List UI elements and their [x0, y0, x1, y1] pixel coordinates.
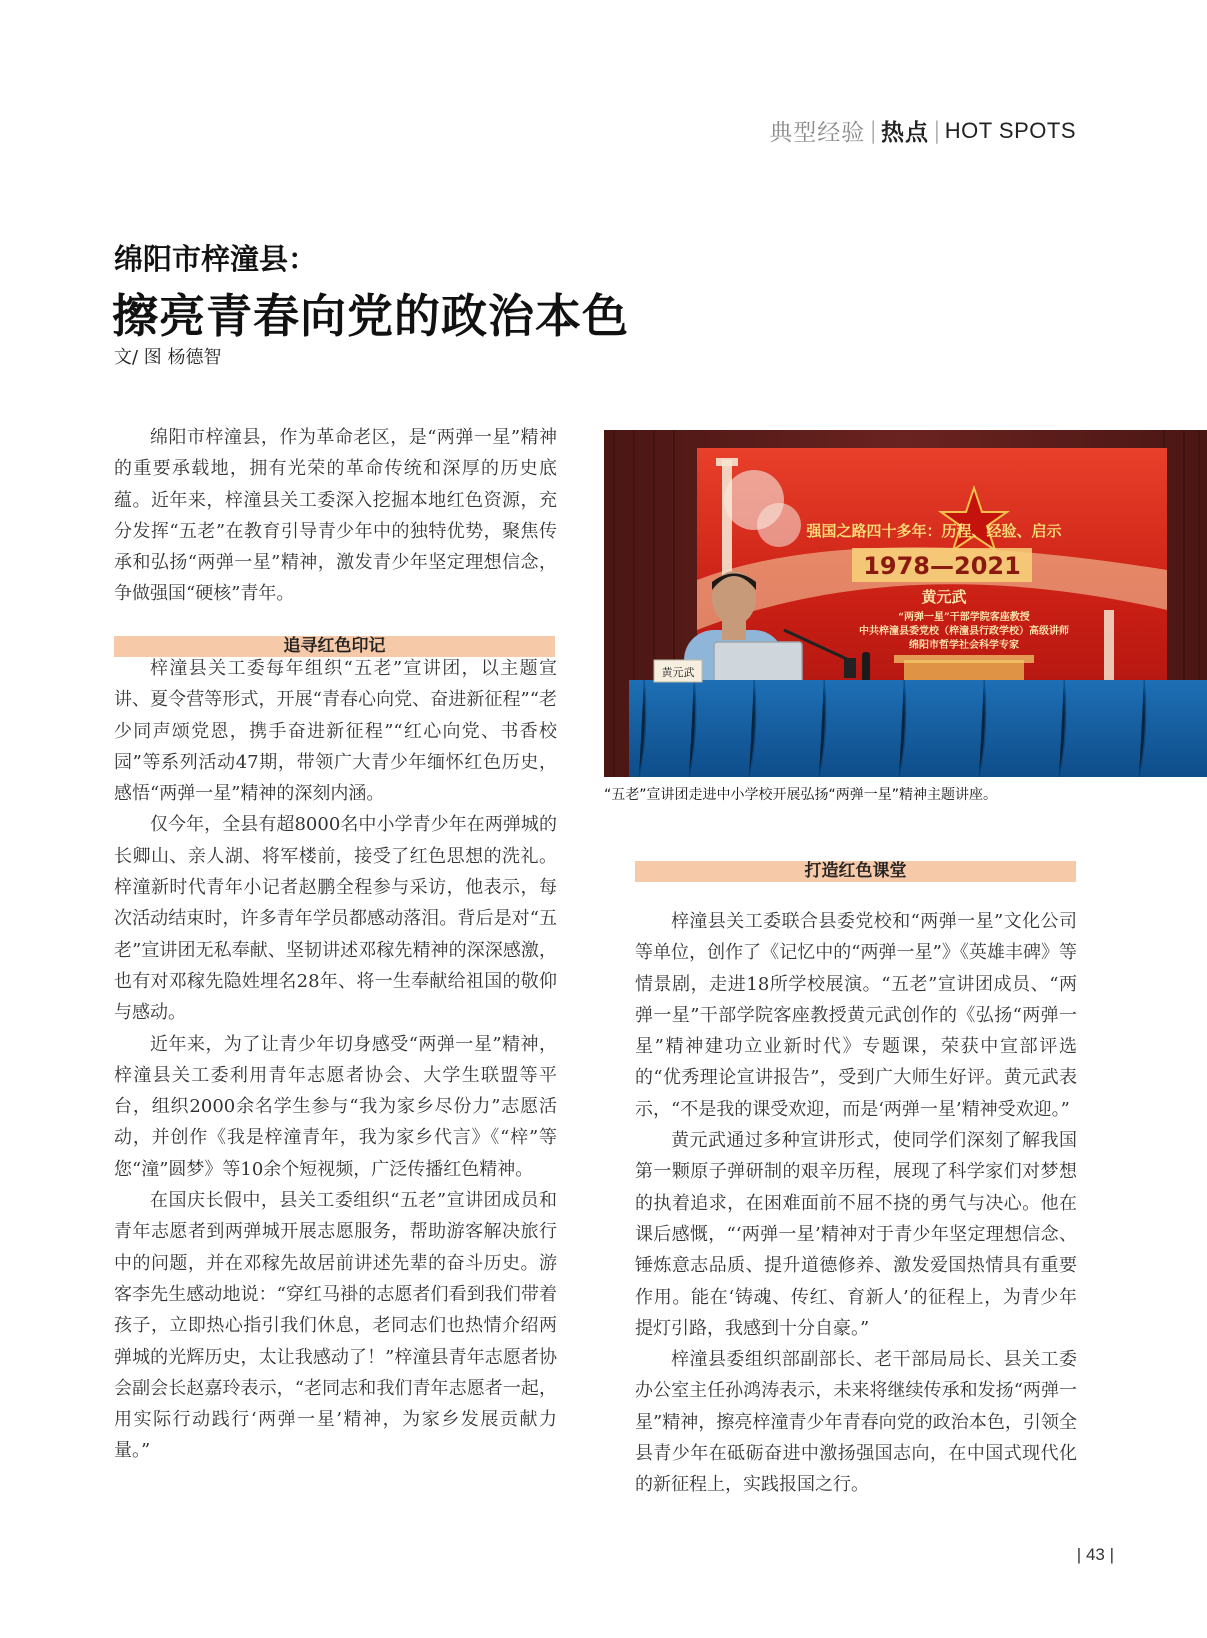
article-pre-title: 绵阳市梓潼县： — [114, 242, 318, 276]
page-number: | 43 | — [1076, 1545, 1114, 1564]
water-bottle — [862, 652, 870, 682]
header-divider: | — [933, 117, 941, 144]
header-section-en: HOT SPOTS — [944, 117, 1076, 143]
article-title: 擦亮青春向党的政治本色 — [112, 289, 629, 343]
banner-speaker-text: 黄元武 — [921, 588, 967, 606]
section-heading: 追寻红色印记 — [114, 636, 555, 657]
header-section: 热点 — [881, 119, 930, 146]
left-column — [114, 422, 557, 610]
paragraph: 黄元武通过多种宣讲形式，使同学们深刻了解我国第一颗原子弹研制的艰辛历程，展现了科学家们对梦想的执着追求，在困难面前不屈不挠的勇气与决心。他在课后感慨，“‘两弹一星’精神对于青少年坚定理想信念、锤炼意志品质、提升道德修养、激发爱国热情具有重要作用。能在‘铸魂、传红、育新人’的征程上，为青少年提灯引路，我感到十分自豪。” — [635, 1130, 1077, 1339]
paragraph: 梓潼县关工委每年组织“五老”宣讲团，以主题宣讲、夏令营等形式，开展“青春心向党、奋进新征程”“老少同声颂党恩，携手奋进新征程”“红心向党、书香校园”等系列活动47期，带领广大青少年缅怀红色历史，感悟“两弹一星”精神的深刻内涵。 — [114, 658, 557, 805]
banner-line3-text: 绵阳市哲学社会科学专家 — [909, 640, 1019, 651]
left-column-body — [114, 653, 557, 1467]
paragraph: 在国庆长假中，县关工委组织“五老”宣讲团成员和青年志愿者到两弹城开展志愿服务，帮助游客解决旅行中的问题，并在邓稼先故居前讲述先辈的奋斗历史。游客李先生感动地说：“穿红马褂的志愿者们看到我们带着孩子，立即热心指引我们休息，老同志们也热情介绍两弹城的光辉历史，太让我感动了！”梓潼县青年志愿者协会副会长赵嘉玲表示，“老同志和我们青年志愿者一起，用实际行动践行‘两弹一星’精神，为家乡发展贡献力量。” — [114, 1190, 557, 1462]
right-column — [635, 906, 1077, 1501]
paragraph: 梓潼县委组织部副部长、老干部局局长、县关工委办公室主任孙鸿涛表示，未来将继续传承和发扬“两弹一星”精神，擦亮梓潼青少年青春向党的政治本色，引领全县青少年在砥砺奋进中激扬强国志向，在中国式现代化的新征程上，实践报国之行。 — [635, 1349, 1077, 1496]
header-category: 典型经验 — [769, 120, 866, 146]
paragraph: 仅今年，全县有超8000名中小学青少年在两弹城的长卿山、亲人湖、将军楼前，接受了红色思想的洗礼。梓潼新时代青年小记者赵鹏全程参与采访，他表示，每次活动结束时，许多青年学员都感动落泪。背后是对“五老”宣讲团无私奉献、坚韧讲述邓稼先精神的深深感激，也有对邓稼先隐姓埋名28年、将一生奉献给祖国的敬仰与感动。 — [114, 814, 557, 1024]
banner-line1-text: “两弹一星”干部学院客座教授 — [898, 612, 1030, 623]
lecture-photo — [604, 430, 1207, 777]
paragraph: 近年来，为了让青少年切身感受“两弹一星”精神，梓潼县关工委利用青年志愿者协会、大学生联盟等平台，组织2000余名学生参与“我为家乡尽份力”志愿活动，并创作《我是梓潼青年，我为家乡代言》《“梓”等您“潼”圆梦》等10余个短视频，广泛传播红色精神。 — [114, 1033, 557, 1180]
banner-line2-text: 中共梓潼县委党校（梓潼县行政学校）高级讲师 — [859, 626, 1069, 637]
banner-title-text: 强国之路四十多年：历程、经验、启示 — [806, 522, 1062, 540]
photo-caption: “五老”宣讲团走进中小学校开展弘扬“两弹一星”精神主题讲座。 — [604, 787, 998, 803]
section-header — [769, 114, 1076, 147]
section-heading: 打造红色课堂 — [635, 861, 1076, 882]
nameplate-text: 黄元武 — [661, 666, 695, 679]
paragraph: 梓潼县关工委联合县委党校和“两弹一星”文化公司等单位，创作了《记忆中的“两弹一星”》《英雄丰碑》等情景剧，走进18所学校展演。“五老”宣讲团成员、“两弹一星”干部学院客座教授黄元武创作的《弘扬“两弹一星”精神建功立业新时代》专题课，荣获中宣部评选的“优秀理论宣讲报告”，受到广大师生好评。黄元武表示，“不是我的课受欢迎，而是‘两弹一星’精神受欢迎。” — [635, 911, 1077, 1120]
header-divider: | — [869, 117, 878, 144]
page-number-value: 43 — [1085, 1545, 1105, 1564]
article-byline: 文/ 图 杨德智 — [114, 347, 222, 368]
banner-years-text: 1978—2021 — [863, 552, 1021, 580]
podium-table — [629, 680, 1207, 777]
intro-paragraph: 绵阳市梓潼县，作为革命老区，是“两弹一星”精神的重要承载地，拥有光荣的革命传统和深厚的历史底蕴。近年来，梓潼县关工委深入挖掘本地红色资源，充分发挥“五老”在教育引导青少年中的独特优势，聚焦传承和弘扬“两弹一星”精神，激发青少年坚定理想信念，争做强国“硬核”青年。 — [114, 427, 557, 605]
